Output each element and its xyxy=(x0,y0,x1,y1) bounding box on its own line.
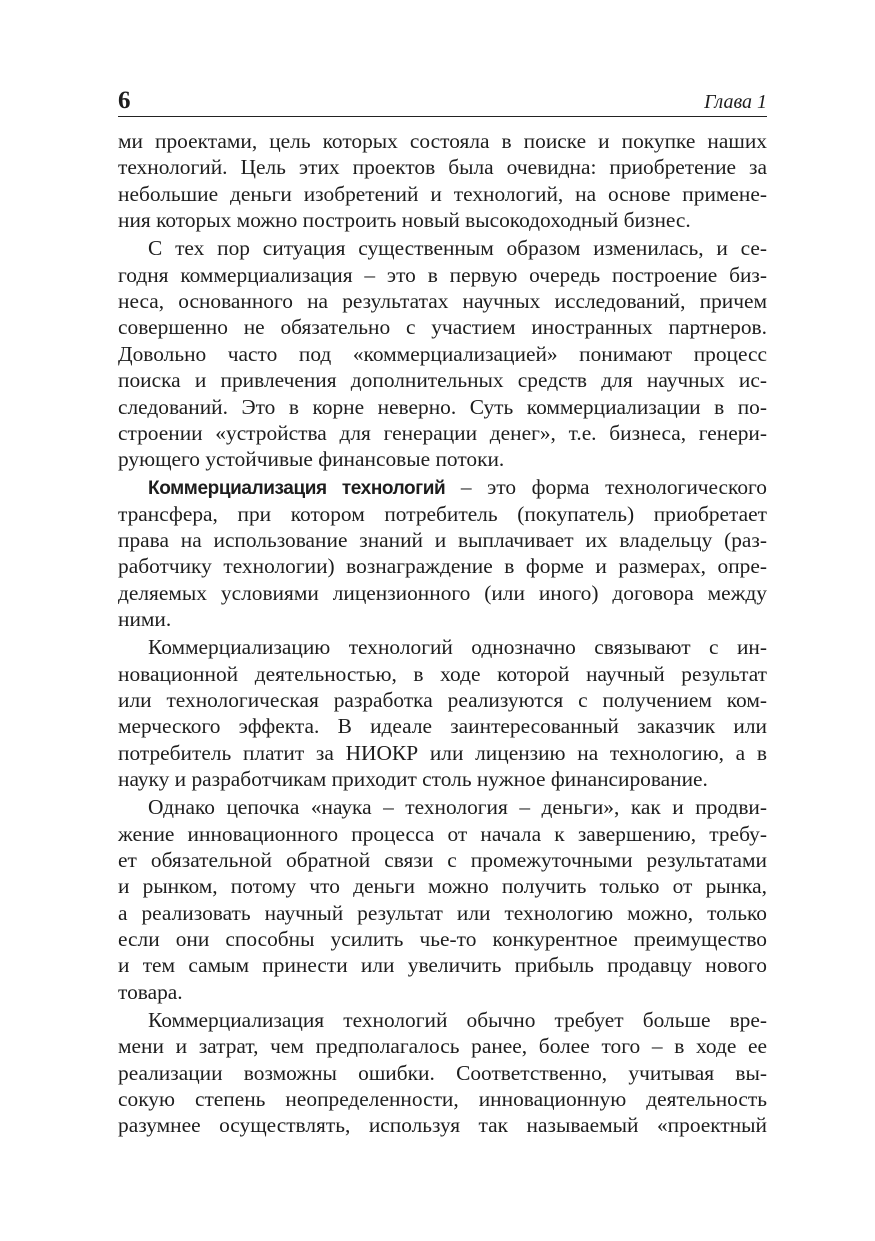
text-line: реализации возможны ошибки. Соответственно, учитывая вы- xyxy=(118,1060,767,1085)
text-line: Коммерциализация технологий обычно требует больше вре- xyxy=(148,1007,767,1032)
text-line: если они способны усилить чье-то конкурентное преимущество xyxy=(118,927,767,952)
text-line: Довольно часто под «коммерциализацией» понимают процесс xyxy=(118,341,767,366)
paragraph xyxy=(118,634,767,792)
text-line: годня коммерциализация – это в первую очередь построение биз- xyxy=(118,262,767,287)
text-line: Однако цепочка «наука – технология – деньги», как и продви- xyxy=(148,795,767,820)
text-line: новационной деятельностью, в ходе которой научный результат xyxy=(118,661,767,686)
chapter-title: Глава 1 xyxy=(704,91,767,113)
text-line: и тем самым принести или увеличить прибыль продавцу нового xyxy=(118,953,767,978)
text-line: потребитель платит за НИОКР или лицензию на технологию, а в xyxy=(118,740,767,765)
text-line: науку и разработчикам приходит столь нужное финансирование. xyxy=(118,767,708,792)
text-line: и рынком, потому что деньги можно получить только от рынка, xyxy=(118,874,767,899)
text-line: строении «устройства для генерации денег», т.е. бизнеса, генери- xyxy=(118,420,767,445)
text-line: а реализовать научный результат или технологию можно, только xyxy=(118,900,767,925)
page-number: 6 xyxy=(118,87,131,114)
text-line: ет обязательной обратной связи с промежуточными результатами xyxy=(118,847,767,872)
text-line: ния которых можно построить новый высокодоходный бизнес. xyxy=(118,208,691,233)
text-line: мени и затрат, чем предполагалось ранее, более того – в ходе ее xyxy=(118,1034,767,1059)
text-line: Коммерциализацию технологий однозначно связывают с ин- xyxy=(148,635,767,660)
running-header xyxy=(118,86,767,117)
paragraph xyxy=(118,235,767,473)
text-line: технологий. Цель этих проектов была очевидна: приобретение за xyxy=(118,155,767,180)
text-line: поиска и привлечения дополнительных средств для научных ис- xyxy=(118,368,767,393)
text-line: или технологическая разработка реализуются с получением ком- xyxy=(118,687,767,712)
text-line: ми проектами, цель которых состояла в поиске и покупке наших xyxy=(118,129,767,153)
text-line: права на использование знаний и выплачивает их владельцу (раз- xyxy=(118,528,767,553)
text-line: жение инновационного процесса от начала к завершению, требу- xyxy=(118,821,767,846)
text-line: рующего устойчивые финансовые потоки. xyxy=(118,447,505,472)
text-line: совершенно не обязательно с участием иностранных партнеров. xyxy=(118,315,767,340)
paragraph xyxy=(118,128,767,234)
text-line: небольшие деньги изобретений и технологий, на основе примене- xyxy=(118,181,767,206)
text-line: неса, основанного на результатах научных исследований, причем xyxy=(118,288,767,313)
text-line: деляемых условиями лицензионного (или иного) договора между xyxy=(118,580,767,605)
body-text xyxy=(118,128,767,1139)
text-line: товара. xyxy=(118,979,183,1004)
text-line: работчику технологии) вознаграждение в форме и размерах, опре- xyxy=(118,554,767,579)
text-line xyxy=(118,474,767,500)
defined-term: Коммерциализация технологий xyxy=(148,478,446,500)
text-line: трансфера, при котором потребитель (покупатель) приобретает xyxy=(118,501,767,526)
definition-paragraph xyxy=(118,474,767,632)
text-line: следований. Это в корне неверно. Суть коммерциализации в по- xyxy=(118,394,767,419)
paragraph xyxy=(118,1007,767,1139)
text-line: С тех пор ситуация существенным образом изменилась, и се- xyxy=(148,236,767,261)
text-line-rest: – это форма технологического xyxy=(445,475,767,500)
paragraph xyxy=(118,794,767,1005)
text-line: сокую степень неопределенности, инновационную деятельность xyxy=(118,1087,767,1112)
text-line: разумнее осуществлять, используя так называемый «проектный xyxy=(118,1113,767,1138)
text-line: мерческого эффекта. В идеале заинтересованный заказчик или xyxy=(118,714,767,739)
text-line: ними. xyxy=(118,607,172,632)
